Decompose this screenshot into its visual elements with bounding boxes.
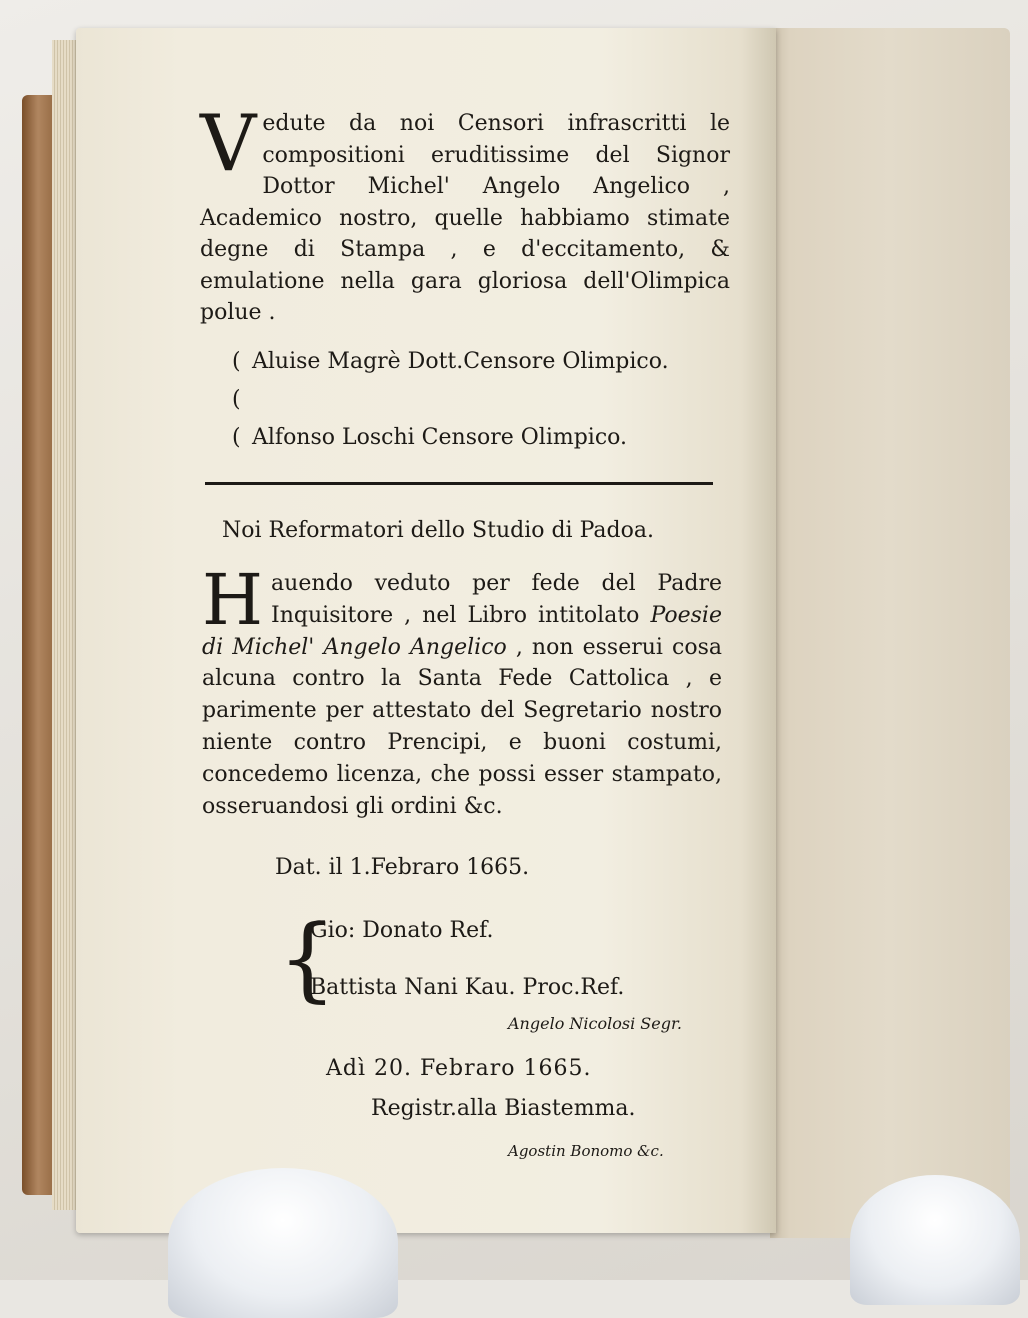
censors-paragraph (200, 99, 730, 329)
signature-line: ( Alfonso Loschi Censore Olimpico. (232, 425, 628, 450)
dropcap-v: V (200, 99, 257, 189)
gloved-thumb-left (168, 1168, 398, 1318)
dropcap-h: H (202, 559, 264, 641)
reformer-signature-2: Battista Nani Kau. Proc.Ref. (310, 975, 625, 1000)
registration-date: Adì 20. Febraro 1665. (326, 1056, 592, 1081)
gloved-thumb-right (850, 1175, 1020, 1305)
censors-approval (200, 99, 730, 329)
registration-note: Registr.alla Biastemma. (371, 1096, 636, 1121)
right-page (770, 28, 1010, 1238)
reformers-paragraph: Hauendo veduto per fede del Padre Inquisitore , nel Libro intitolato Poesie di Michel' Angelo Angelico , non esserui cosa alcuna contro la Santa Fede Cattolica , e parimente per attestato del Segretario nostro niente contro Prencipi, e buoni costumi, concedemo licenza, che possi esser stampato, osseruandosi gli ordini &c. (202, 559, 722, 819)
horizontal-rule (205, 482, 713, 485)
reformer-signature-1: Gio: Donato Ref. (310, 918, 494, 943)
brace-glyph: { (278, 905, 337, 1012)
signature-spacer: ( (232, 387, 241, 412)
book-title: Poesie di Michel' Angelo Angelico (202, 602, 722, 660)
censors-signatures (232, 343, 732, 457)
signature-line: ( Aluise Magrè Dott.Censore Olimpico. (232, 349, 669, 374)
reformers-heading: Noi Reformatori dello Studio di Padoa. (222, 518, 654, 543)
license-date: Dat. il 1.Febraro 1665. (275, 855, 530, 880)
censors-text: edute da noi Censori infrascritti le compositioni eruditissime del Signor Dottor Michel' Angelo Angelico , Academico nostro, quelle habbiamo stimate degne di Stampa , e d'eccitamento, & emulatione nella gara gloriosa dell'Olimpica polue . (200, 111, 730, 325)
secretary-signature: Angelo Nicolosi Segr. (508, 1014, 682, 1033)
registrar-signature: Agostin Bonomo &c. (508, 1142, 664, 1160)
